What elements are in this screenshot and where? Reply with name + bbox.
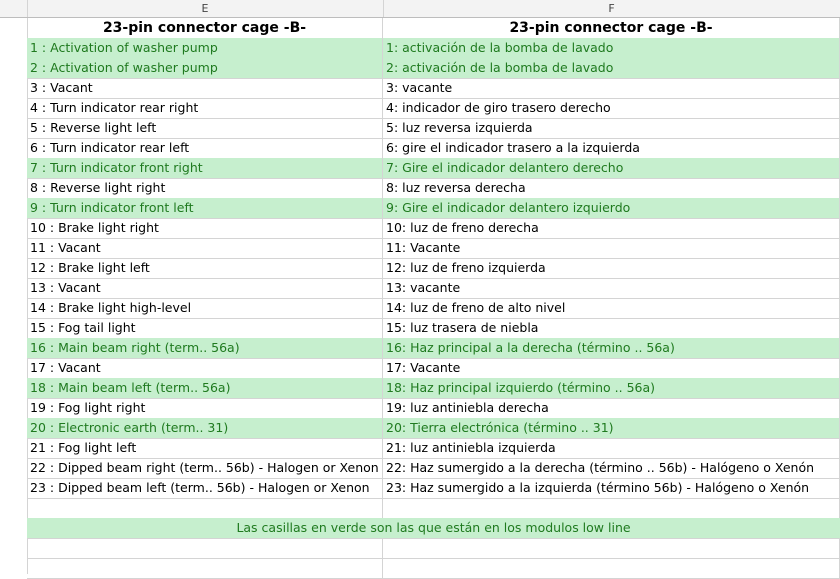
cell-english[interactable]: 7 : Turn indicator front right — [27, 158, 383, 178]
cell-spanish[interactable]: 21: luz antiniebla izquierda — [383, 438, 840, 458]
cell-spanish[interactable]: 3: vacante — [383, 78, 840, 98]
cell-english[interactable]: 20 : Electronic earth (term.. 31) — [27, 418, 383, 438]
cell-english[interactable]: 17 : Vacant — [27, 358, 383, 378]
cell-english[interactable]: 5 : Reverse light left — [27, 118, 383, 138]
empty-cell-e[interactable] — [27, 498, 383, 518]
table-row — [27, 338, 840, 359]
cell-spanish[interactable]: 15: luz trasera de niebla — [383, 318, 840, 338]
cell-english[interactable]: 16 : Main beam right (term.. 56a) — [27, 338, 383, 358]
cell-spanish[interactable]: 1: activación de la bomba de lavado — [383, 38, 840, 58]
table-row — [27, 318, 840, 339]
cell-spanish[interactable]: 5: luz reversa izquierda — [383, 118, 840, 138]
empty-cell-e[interactable] — [27, 558, 383, 578]
empty-cell-f[interactable] — [383, 558, 840, 578]
table-row — [27, 78, 840, 99]
table-row — [27, 378, 840, 399]
cell-spanish[interactable]: 20: Tierra electrónica (término .. 31) — [383, 418, 840, 438]
cell-spanish[interactable]: 22: Haz sumergido a la derecha (término .. 56b) - Halógeno o Xenón — [383, 458, 840, 478]
cell-english[interactable]: 3 : Vacant — [27, 78, 383, 98]
table-row — [27, 458, 840, 479]
cell-spanish[interactable]: 9: Gire el indicador delantero izquierdo — [383, 198, 840, 218]
cell-spanish[interactable]: 17: Vacante — [383, 358, 840, 378]
cell-english[interactable]: 6 : Turn indicator rear left — [27, 138, 383, 158]
cell-english[interactable]: 19 : Fog light right — [27, 398, 383, 418]
cell-spanish[interactable]: 12: luz de freno izquierda — [383, 258, 840, 278]
cell-english[interactable]: 10 : Brake light right — [27, 218, 383, 238]
table-row — [27, 418, 840, 439]
legend-note-row[interactable] — [27, 518, 840, 539]
cell-english[interactable]: 1 : Activation of washer pump — [27, 38, 383, 58]
table-row — [27, 38, 840, 59]
cell-english[interactable]: 23 : Dipped beam left (term.. 56b) - Halogen or Xenon — [27, 478, 383, 498]
cell-english[interactable]: 8 : Reverse light right — [27, 178, 383, 198]
cell-spanish[interactable]: 18: Haz principal izquierdo (término .. 56a) — [383, 378, 840, 398]
cell-english[interactable]: 12 : Brake light left — [27, 258, 383, 278]
table-row — [27, 58, 840, 79]
header-cell-e[interactable]: 23-pin connector cage -B- — [27, 18, 383, 38]
table-row — [27, 238, 840, 259]
cell-english[interactable]: 18 : Main beam left (term.. 56a) — [27, 378, 383, 398]
cell-spanish[interactable]: 13: vacante — [383, 278, 840, 298]
empty-cell-e[interactable] — [27, 538, 383, 558]
empty-cell-f[interactable] — [383, 538, 840, 558]
cell-spanish[interactable]: 4: indicador de giro trasero derecho — [383, 98, 840, 118]
cell-spanish[interactable]: 14: luz de freno de alto nivel — [383, 298, 840, 318]
cell-spanish[interactable]: 8: luz reversa derecha — [383, 178, 840, 198]
table-row — [27, 258, 840, 279]
empty-row — [27, 558, 840, 579]
table-row — [27, 278, 840, 299]
cell-english[interactable]: 22 : Dipped beam right (term.. 56b) - Halogen or Xenon — [27, 458, 383, 478]
cell-spanish[interactable]: 2: activación de la bomba de lavado — [383, 58, 840, 78]
empty-cell-f[interactable] — [383, 498, 840, 518]
empty-row — [27, 498, 840, 519]
cell-spanish[interactable]: 19: luz antiniebla derecha — [383, 398, 840, 418]
cell-spanish[interactable]: 10: luz de freno derecha — [383, 218, 840, 238]
cell-spanish[interactable]: 11: Vacante — [383, 238, 840, 258]
select-all-corner[interactable] — [0, 0, 28, 17]
cell-spanish[interactable]: 23: Haz sumergido a la izquierda (término 56b) - Halógeno o Xenón — [383, 478, 840, 498]
row-gutter — [0, 0, 28, 574]
cell-english[interactable]: 21 : Fog light left — [27, 438, 383, 458]
cell-spanish[interactable]: 7: Gire el indicador delantero derecho — [383, 158, 840, 178]
cell-english[interactable]: 15 : Fog tail light — [27, 318, 383, 338]
table-row — [27, 298, 840, 319]
table-row — [27, 98, 840, 119]
cell-english[interactable]: 2 : Activation of washer pump — [27, 58, 383, 78]
header-cell-f[interactable]: 23-pin connector cage -B- — [383, 18, 840, 38]
table-row — [27, 158, 840, 179]
table-row — [27, 438, 840, 459]
table-row — [27, 178, 840, 199]
header-row — [27, 18, 840, 39]
table-row — [27, 478, 840, 499]
cell-spanish[interactable]: 16: Haz principal a la derecha (término .. 56a) — [383, 338, 840, 358]
table-row — [27, 118, 840, 139]
cell-english[interactable]: 13 : Vacant — [27, 278, 383, 298]
column-header-f[interactable]: F — [383, 0, 840, 17]
cell-spanish[interactable]: 6: gire el indicador trasero a la izquierda — [383, 138, 840, 158]
table-row — [27, 358, 840, 379]
table-row — [27, 398, 840, 419]
cell-english[interactable]: 11 : Vacant — [27, 238, 383, 258]
cell-english[interactable]: 9 : Turn indicator front left — [27, 198, 383, 218]
column-header-bar — [0, 0, 840, 18]
table-row — [27, 218, 840, 239]
empty-row — [27, 538, 840, 559]
table-row — [27, 198, 840, 219]
legend-note-text: Las casillas en verde son las que están en los modulos low line — [236, 520, 631, 535]
cell-english[interactable]: 14 : Brake light high-level — [27, 298, 383, 318]
column-header-e[interactable]: E — [27, 0, 384, 17]
table-row — [27, 138, 840, 159]
cell-english[interactable]: 4 : Turn indicator rear right — [27, 98, 383, 118]
